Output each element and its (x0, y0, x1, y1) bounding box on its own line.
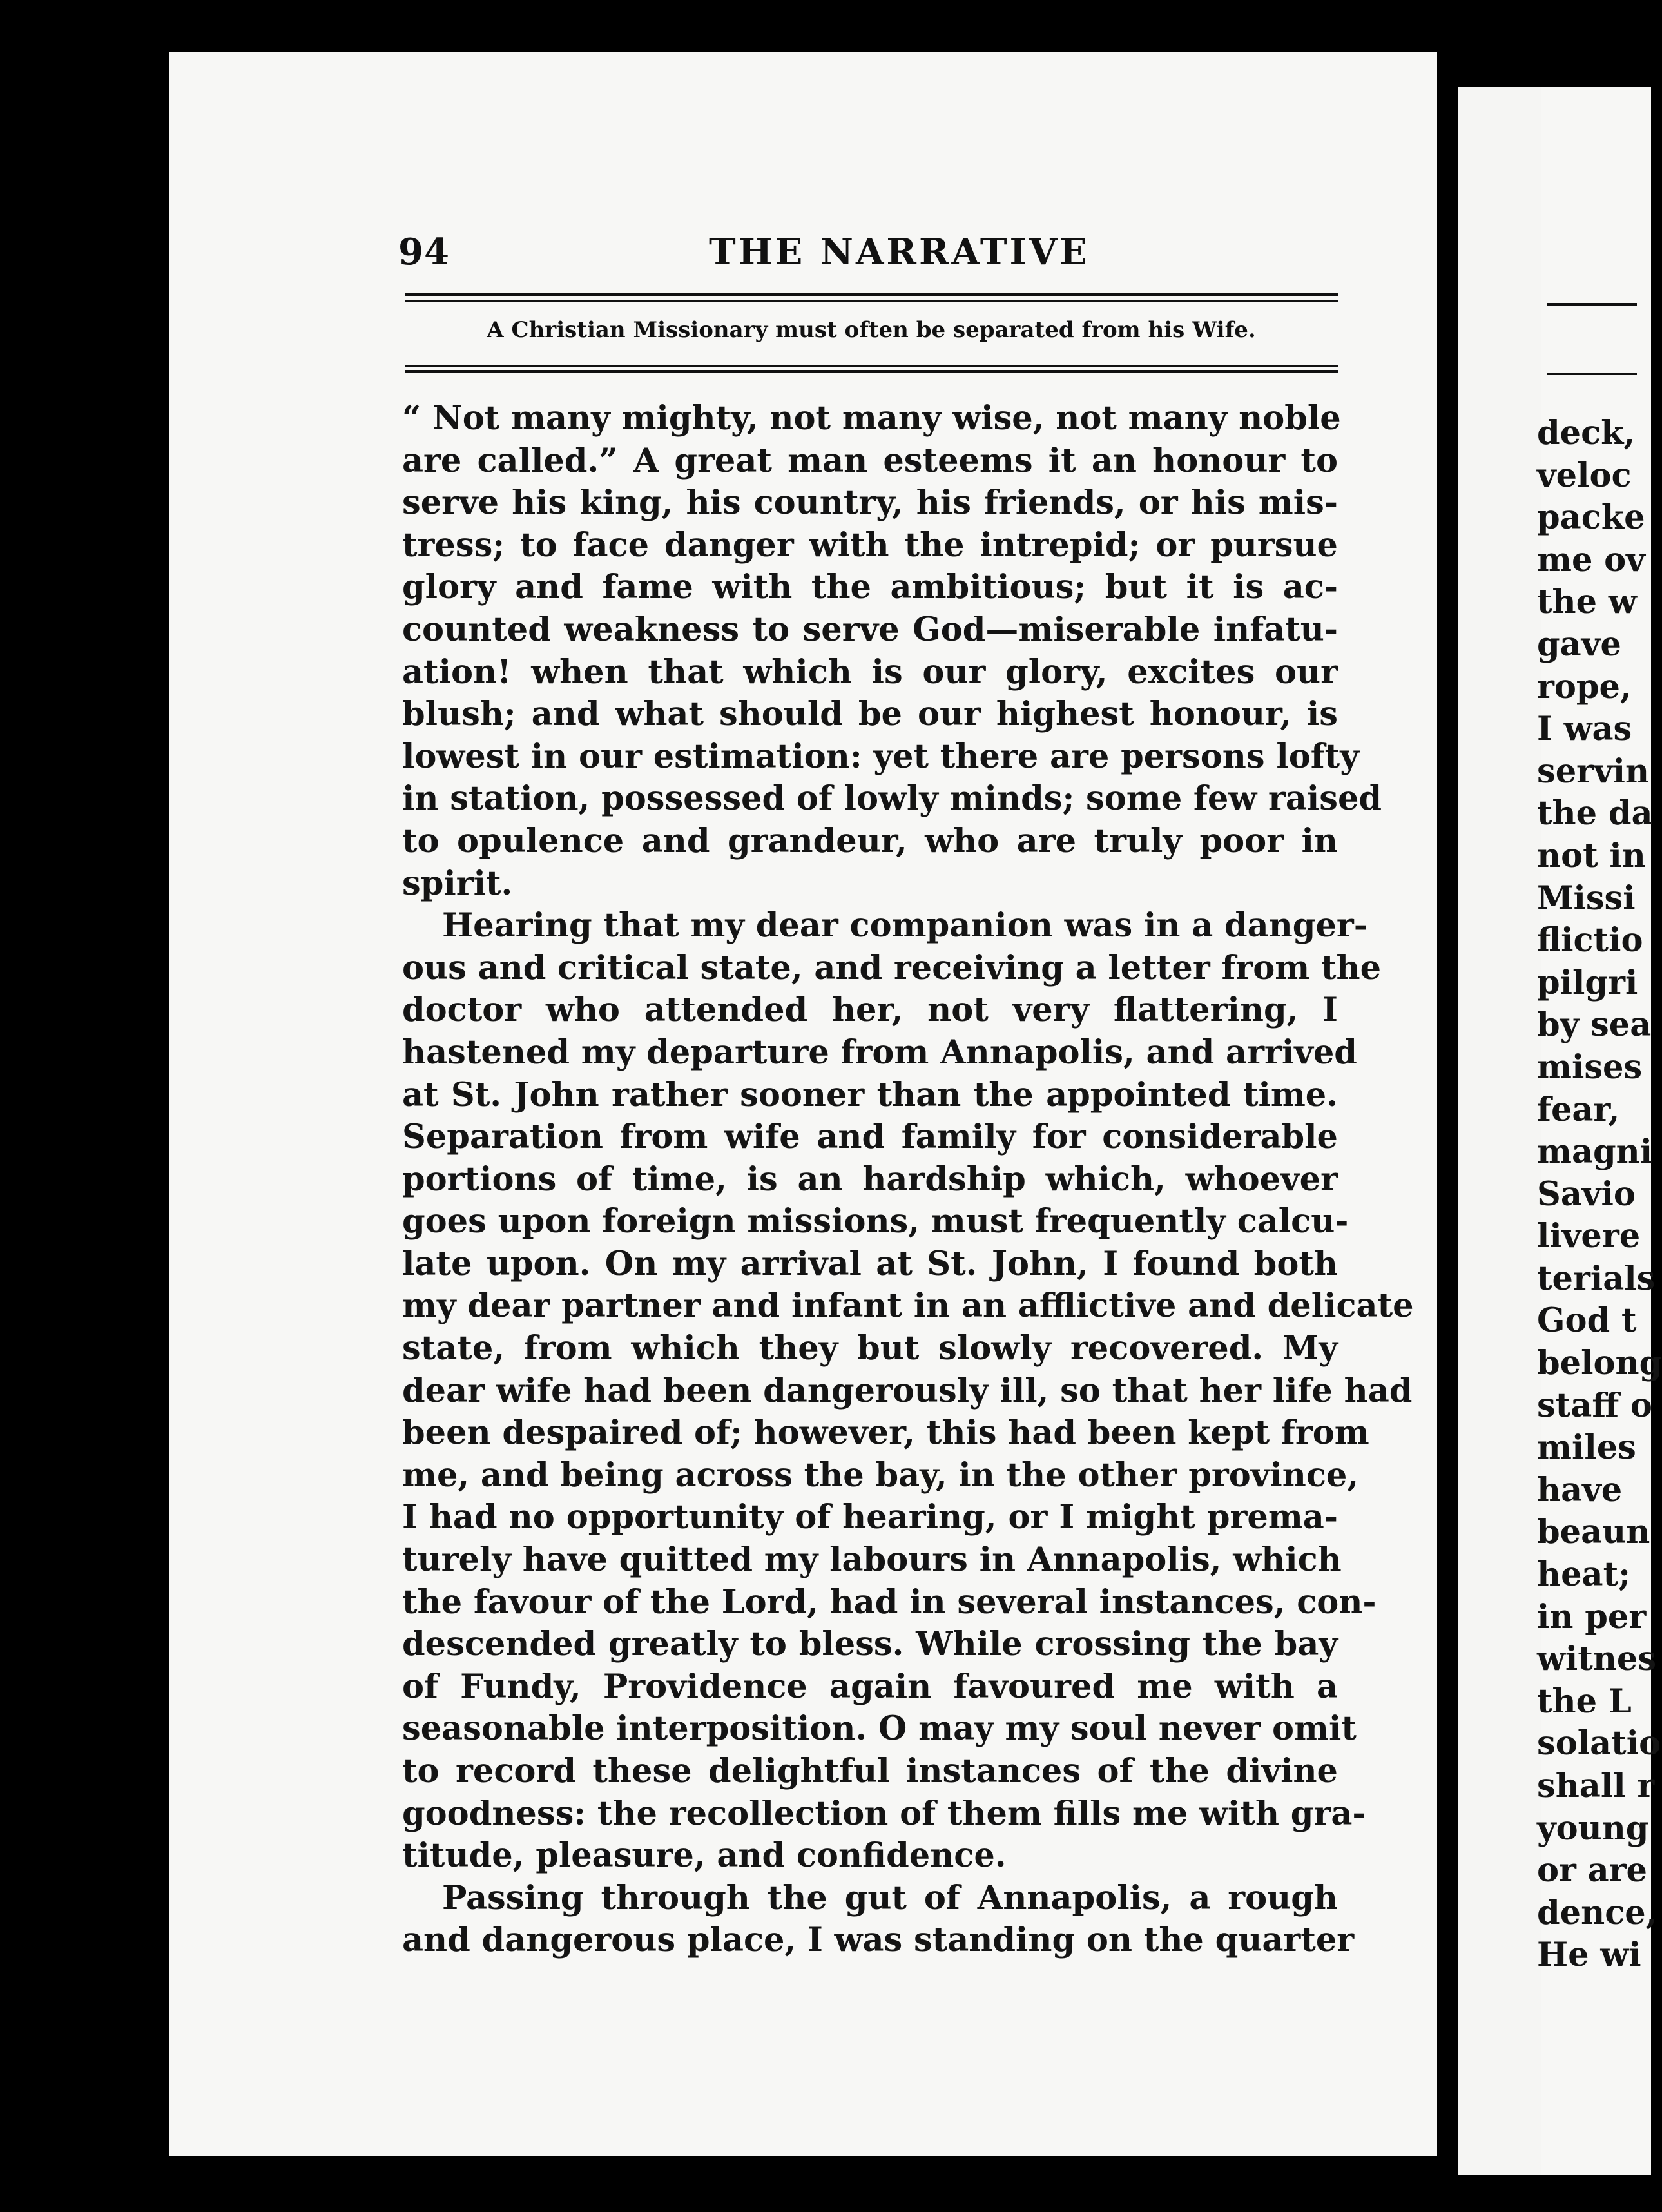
text-line: lowest in our estimation: yet there are persons lofty (402, 737, 1359, 776)
facing-text-line: or are (1537, 1851, 1648, 1890)
facing-text-line: rope, (1537, 667, 1632, 706)
facing-text-line: by sea (1537, 1005, 1652, 1045)
text-line: goodness: the recollection of them fills me with gra- (402, 1794, 1366, 1833)
text-line: tress; to face danger with the intrepid; or pursue (402, 525, 1338, 565)
text-line: are called.” A great man esteems it an honour to (402, 441, 1338, 480)
text-line: doctor who attended her, not very flattering, I (402, 991, 1338, 1030)
facing-text-line: solatio (1537, 1724, 1661, 1763)
facing-text-line: the w (1537, 583, 1637, 622)
facing-text-line: not in (1537, 836, 1646, 875)
text-line: titude, pleasure, and confidence. (402, 1836, 1007, 1876)
text-line: “ Not many mighty, not many wise, not many noble (402, 399, 1341, 438)
text-line: I had no opportunity of hearing, or I might prema- (402, 1498, 1338, 1537)
facing-text-line: fear, (1537, 1090, 1620, 1129)
facing-text-line: packe (1537, 498, 1645, 538)
text-line: my dear partner and infant in an afflictive and delicate (402, 1286, 1414, 1326)
text-line: late upon. On my arrival at St. John, I found both (402, 1244, 1338, 1283)
text-line: at St. John rather sooner than the appointed time. (402, 1075, 1338, 1114)
facing-text-line: shall r (1537, 1767, 1655, 1805)
facing-text-line: God t (1537, 1301, 1637, 1341)
paragraph-start-line: Hearing that my dear companion was in a danger- (442, 906, 1367, 946)
facing-text-line: belong (1537, 1344, 1662, 1383)
text-line: ous and critical state, and receiving a letter from the (402, 948, 1382, 987)
text-line: dear wife had been dangerously ill, so that her life had (402, 1371, 1413, 1410)
facing-text-line: veloc (1537, 456, 1632, 495)
text-line: of Fundy, Providence again favoured me with a (402, 1667, 1338, 1706)
text-line: hastened my departure from Annapolis, and arrived (402, 1033, 1357, 1072)
facing-text-line: in per (1537, 1597, 1647, 1636)
subheading-rule-thick (405, 370, 1338, 373)
page-number: 94 (398, 231, 450, 273)
paragraph-start-line: Passing through the gut of Annapolis, a rough (442, 1878, 1338, 1917)
text-line: turely have quitted my labours in Annapolis, which (402, 1540, 1342, 1580)
text-line: descended greatly to bless. While crossing the bay (402, 1625, 1338, 1664)
facing-text-line: I was (1537, 710, 1632, 749)
section-subheading: A Christian Missionary must often be separated from his Wife. (487, 317, 1256, 343)
text-line: ation! when that which is our glory, excites our (402, 652, 1338, 692)
text-line: glory and fame with the ambitious; but it is ac- (402, 568, 1338, 607)
text-line: in station, possessed of lowly minds; some few raised (402, 779, 1382, 819)
text-line: seasonable interposition. O may my soul never omit (402, 1709, 1357, 1749)
facing-text-line: heat; (1537, 1555, 1630, 1595)
facing-text-line: terials (1537, 1259, 1656, 1298)
text-line: serve his king, his country, his friends, or his mis- (402, 483, 1338, 523)
facing-page-rule (1547, 303, 1637, 306)
facing-text-line: me ov (1537, 540, 1645, 579)
text-line: state, from which they but slowly recovered. My (402, 1329, 1338, 1368)
text-line: to opulence and grandeur, who are truly poor in (402, 821, 1338, 860)
facing-text-line: dence, (1537, 1893, 1657, 1932)
text-line: and dangerous place, I was standing on the quarter (402, 1921, 1355, 1960)
facing-text-line: beaun (1537, 1513, 1650, 1552)
text-line: counted weakness to serve God—miserable infatu- (402, 610, 1338, 649)
facing-text-line: livere (1537, 1217, 1641, 1256)
body-text (402, 398, 1414, 1962)
text-line: the favour of the Lord, had in several instances, con- (402, 1582, 1377, 1622)
text-line: been despaired of; however, this had been kept from (402, 1413, 1369, 1453)
text-line: portions of time, is an hardship which, whoever (402, 1159, 1338, 1199)
facing-text-line: mises (1537, 1047, 1643, 1087)
facing-text-line: gave (1537, 625, 1621, 664)
facing-text-line: have (1537, 1470, 1623, 1509)
facing-text-line: Savio (1537, 1174, 1636, 1214)
facing-text-line: servin (1537, 752, 1650, 791)
facing-page-text-fragment (1537, 412, 1662, 1977)
header-rule-thin (405, 300, 1338, 302)
text-line: Separation from wife and family for considerable (402, 1118, 1338, 1157)
text-line: blush; and what should be our highest honour, is (402, 695, 1338, 734)
facing-text-line: deck, (1537, 414, 1636, 452)
facing-text-line: flictio (1537, 921, 1643, 960)
facing-text-line: the L (1537, 1682, 1632, 1721)
facing-text-line: witnes (1537, 1640, 1657, 1679)
facing-text-line: pilgri (1537, 963, 1638, 1002)
text-line: to record these delightful instances of the divine (402, 1752, 1338, 1790)
header-rule-thick (405, 293, 1338, 296)
text-line: me, and being across the bay, in the other province, (402, 1455, 1359, 1495)
subheading-rule-thin (405, 365, 1338, 367)
facing-text-line: Missi (1537, 878, 1636, 918)
text-line: spirit. (402, 864, 513, 903)
facing-text-line: young (1537, 1809, 1649, 1848)
facing-text-line: miles (1537, 1428, 1636, 1468)
facing-text-line: magni (1537, 1132, 1653, 1172)
facing-page-rule (1547, 373, 1637, 375)
text-line: goes upon foreign missions, must frequently calcu- (402, 1202, 1349, 1241)
facing-text-line: the da (1537, 794, 1653, 833)
running-head: THE NARRATIVE (709, 231, 1090, 273)
facing-text-line: He wi (1537, 1936, 1641, 1975)
facing-text-line: staff o (1537, 1386, 1652, 1425)
